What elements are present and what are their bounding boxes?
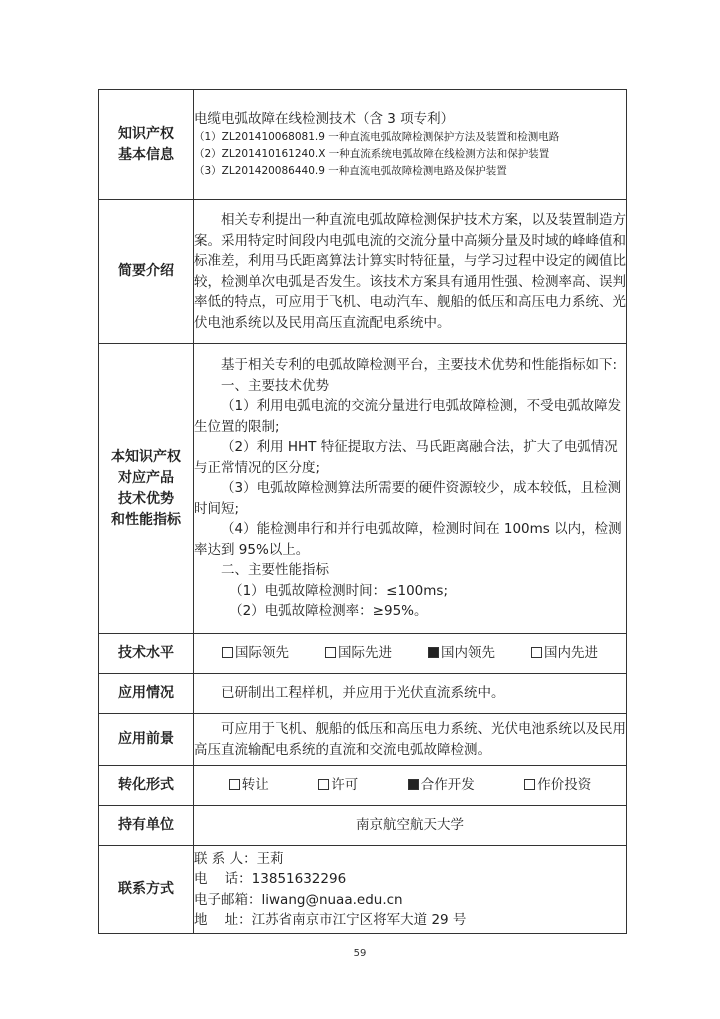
label-prospect: 应用前景 <box>99 714 194 766</box>
contact-key: 电子邮箱： <box>194 891 262 908</box>
contact-key: 电 话： <box>194 871 252 887</box>
contact-value: 江苏省南京市江宁区将军大道 29 号 <box>251 912 467 928</box>
row-advantages <box>99 344 627 634</box>
option-label: 合作开发 <box>420 777 475 794</box>
row-transfer <box>99 766 627 806</box>
advantage-item-4: （4）能检测串行和并行电弧故障，检测时间在 100ms 以内，检测率达到 95%以上。 <box>194 521 622 558</box>
label-holder: 持有单位 <box>99 806 194 846</box>
checkbox-icon[interactable] <box>222 647 233 658</box>
option-label: 国内先进 <box>544 645 598 662</box>
patent-1: （1）ZL201410068081.9 一种直流电弧故障检测保护方法及装置和检测电路 <box>194 131 560 144</box>
content-advantages <box>194 344 627 634</box>
checkbox-icon[interactable] <box>524 779 535 790</box>
holder-text: 南京航空航天大学 <box>194 806 627 846</box>
contact-email-row <box>194 890 626 911</box>
content-prospect <box>194 714 627 766</box>
label-tech-level: 技术水平 <box>99 634 194 674</box>
content-tech-level <box>194 634 627 674</box>
advantage-item-1: （1）利用电弧电流的交流分量进行电弧故障检测，不受电弧故障发生位置的限制; <box>194 398 622 435</box>
tech-level-option[interactable] <box>428 643 495 664</box>
row-tech-level <box>99 634 627 674</box>
transfer-option[interactable] <box>408 775 475 796</box>
content-contact <box>194 846 627 934</box>
label-intro: 简要介绍 <box>99 200 194 344</box>
intro-text: 相关专利提出一种直流电弧故障检测保护技术方案，以及装置制造方案。采用特定时间段内电弧电流的交流分量中高频分量及时域的峰峰值和标准差，利用马氏距离算法计算实时特征量，与学习过程中设定的阈值比较，检测单次电弧是否发生。该技术方案具有通用性强、检测率高、误判率低的特点，可应用于飞机、电动汽车、舰船的低压和高压电力系统、光伏电池系统以及民用高压直流配电系统中。 <box>194 212 626 331</box>
option-label: 国际领先 <box>235 645 289 662</box>
advantages-section-1: 一、主要技术优势 <box>221 377 329 394</box>
contact-value: 王莉 <box>256 850 284 867</box>
transfer-options <box>194 775 626 796</box>
option-label: 作价投资 <box>537 777 592 794</box>
row-holder <box>99 806 627 846</box>
tech-level-options <box>194 643 626 664</box>
content-application <box>194 674 627 714</box>
checkbox-icon[interactable] <box>229 779 240 790</box>
tech-level-option[interactable] <box>531 643 598 664</box>
checkbox-icon[interactable] <box>325 647 336 658</box>
transfer-option[interactable] <box>229 775 269 796</box>
contact-key: 地 址： <box>194 912 252 928</box>
patent-3: （3）ZL201420086440.9 一种直流电弧故障检测电路及保护装置 <box>194 165 507 178</box>
row-contact <box>99 846 627 934</box>
transfer-option[interactable] <box>318 775 358 796</box>
checkbox-icon[interactable] <box>318 779 329 790</box>
contact-person-row <box>194 849 626 870</box>
label-ip-info-text: 知识产权 基本信息 <box>118 125 174 163</box>
row-intro <box>99 200 627 344</box>
contact-value: 13851632296 <box>251 871 347 887</box>
content-transfer <box>194 766 627 806</box>
contact-value: liwang@nuaa.edu.cn <box>261 891 403 908</box>
option-label: 转让 <box>241 777 269 794</box>
checkbox-icon[interactable] <box>531 647 542 658</box>
contact-address-row <box>194 910 626 931</box>
label-contact: 联系方式 <box>99 846 194 934</box>
tech-level-option[interactable] <box>325 643 392 664</box>
ip-title: 电缆电弧故障在线检测技术（含 3 项专利） <box>194 110 455 127</box>
performance-item-2: （2）电弧故障检测率：≥95%。 <box>229 603 428 620</box>
prospect-text: 可应用于飞机、舰船的低压和高压电力系统、光伏电池系统以及民用高压直流输配电系统的直流和交流电弧故障检测。 <box>194 721 626 758</box>
row-ip-info <box>99 90 627 200</box>
label-application: 应用情况 <box>99 674 194 714</box>
option-label: 许可 <box>331 777 359 794</box>
checkbox-checked-icon[interactable] <box>428 647 439 658</box>
row-prospect <box>99 714 627 766</box>
label-transfer: 转化形式 <box>99 766 194 806</box>
transfer-option[interactable] <box>524 775 591 796</box>
option-label: 国内领先 <box>441 645 495 662</box>
checkbox-checked-icon[interactable] <box>408 779 419 790</box>
option-label: 国际先进 <box>338 645 392 662</box>
ip-info-table <box>98 89 627 934</box>
label-advantages-text: 本知识产权 对应产品 技术优势 和性能指标 <box>111 448 181 528</box>
application-text: 已研制出工程样机，并应用于光伏直流系统中。 <box>221 685 505 702</box>
advantages-section-2: 二、主要性能指标 <box>221 562 329 579</box>
contact-phone-row <box>194 869 626 890</box>
advantage-item-2: （2）利用 HHT 特征提取方法、马氏距离融合法，扩大了电弧情况与正常情况的区分度; <box>194 439 618 476</box>
tech-level-option[interactable] <box>222 643 289 664</box>
page-number: 59 <box>353 948 367 959</box>
content-ip-info <box>194 90 627 200</box>
contact-key: 联 系 人： <box>194 850 257 867</box>
row-application <box>99 674 627 714</box>
patent-2: （2）ZL201410161240.X 一种直流系统电弧故障在线检测方法和保护装置 <box>194 148 550 161</box>
label-advantages <box>99 344 194 634</box>
advantage-item-3: （3）电弧故障检测算法所需要的硬件资源较少，成本较低，且检测时间短; <box>194 480 622 517</box>
content-intro <box>194 200 627 344</box>
performance-item-1: （1）电弧故障检测时间：≤100ms; <box>229 582 448 599</box>
advantages-intro: 基于相关专利的电弧故障检测平台，主要技术优势和性能指标如下: <box>221 357 618 374</box>
label-ip-info <box>99 90 194 200</box>
